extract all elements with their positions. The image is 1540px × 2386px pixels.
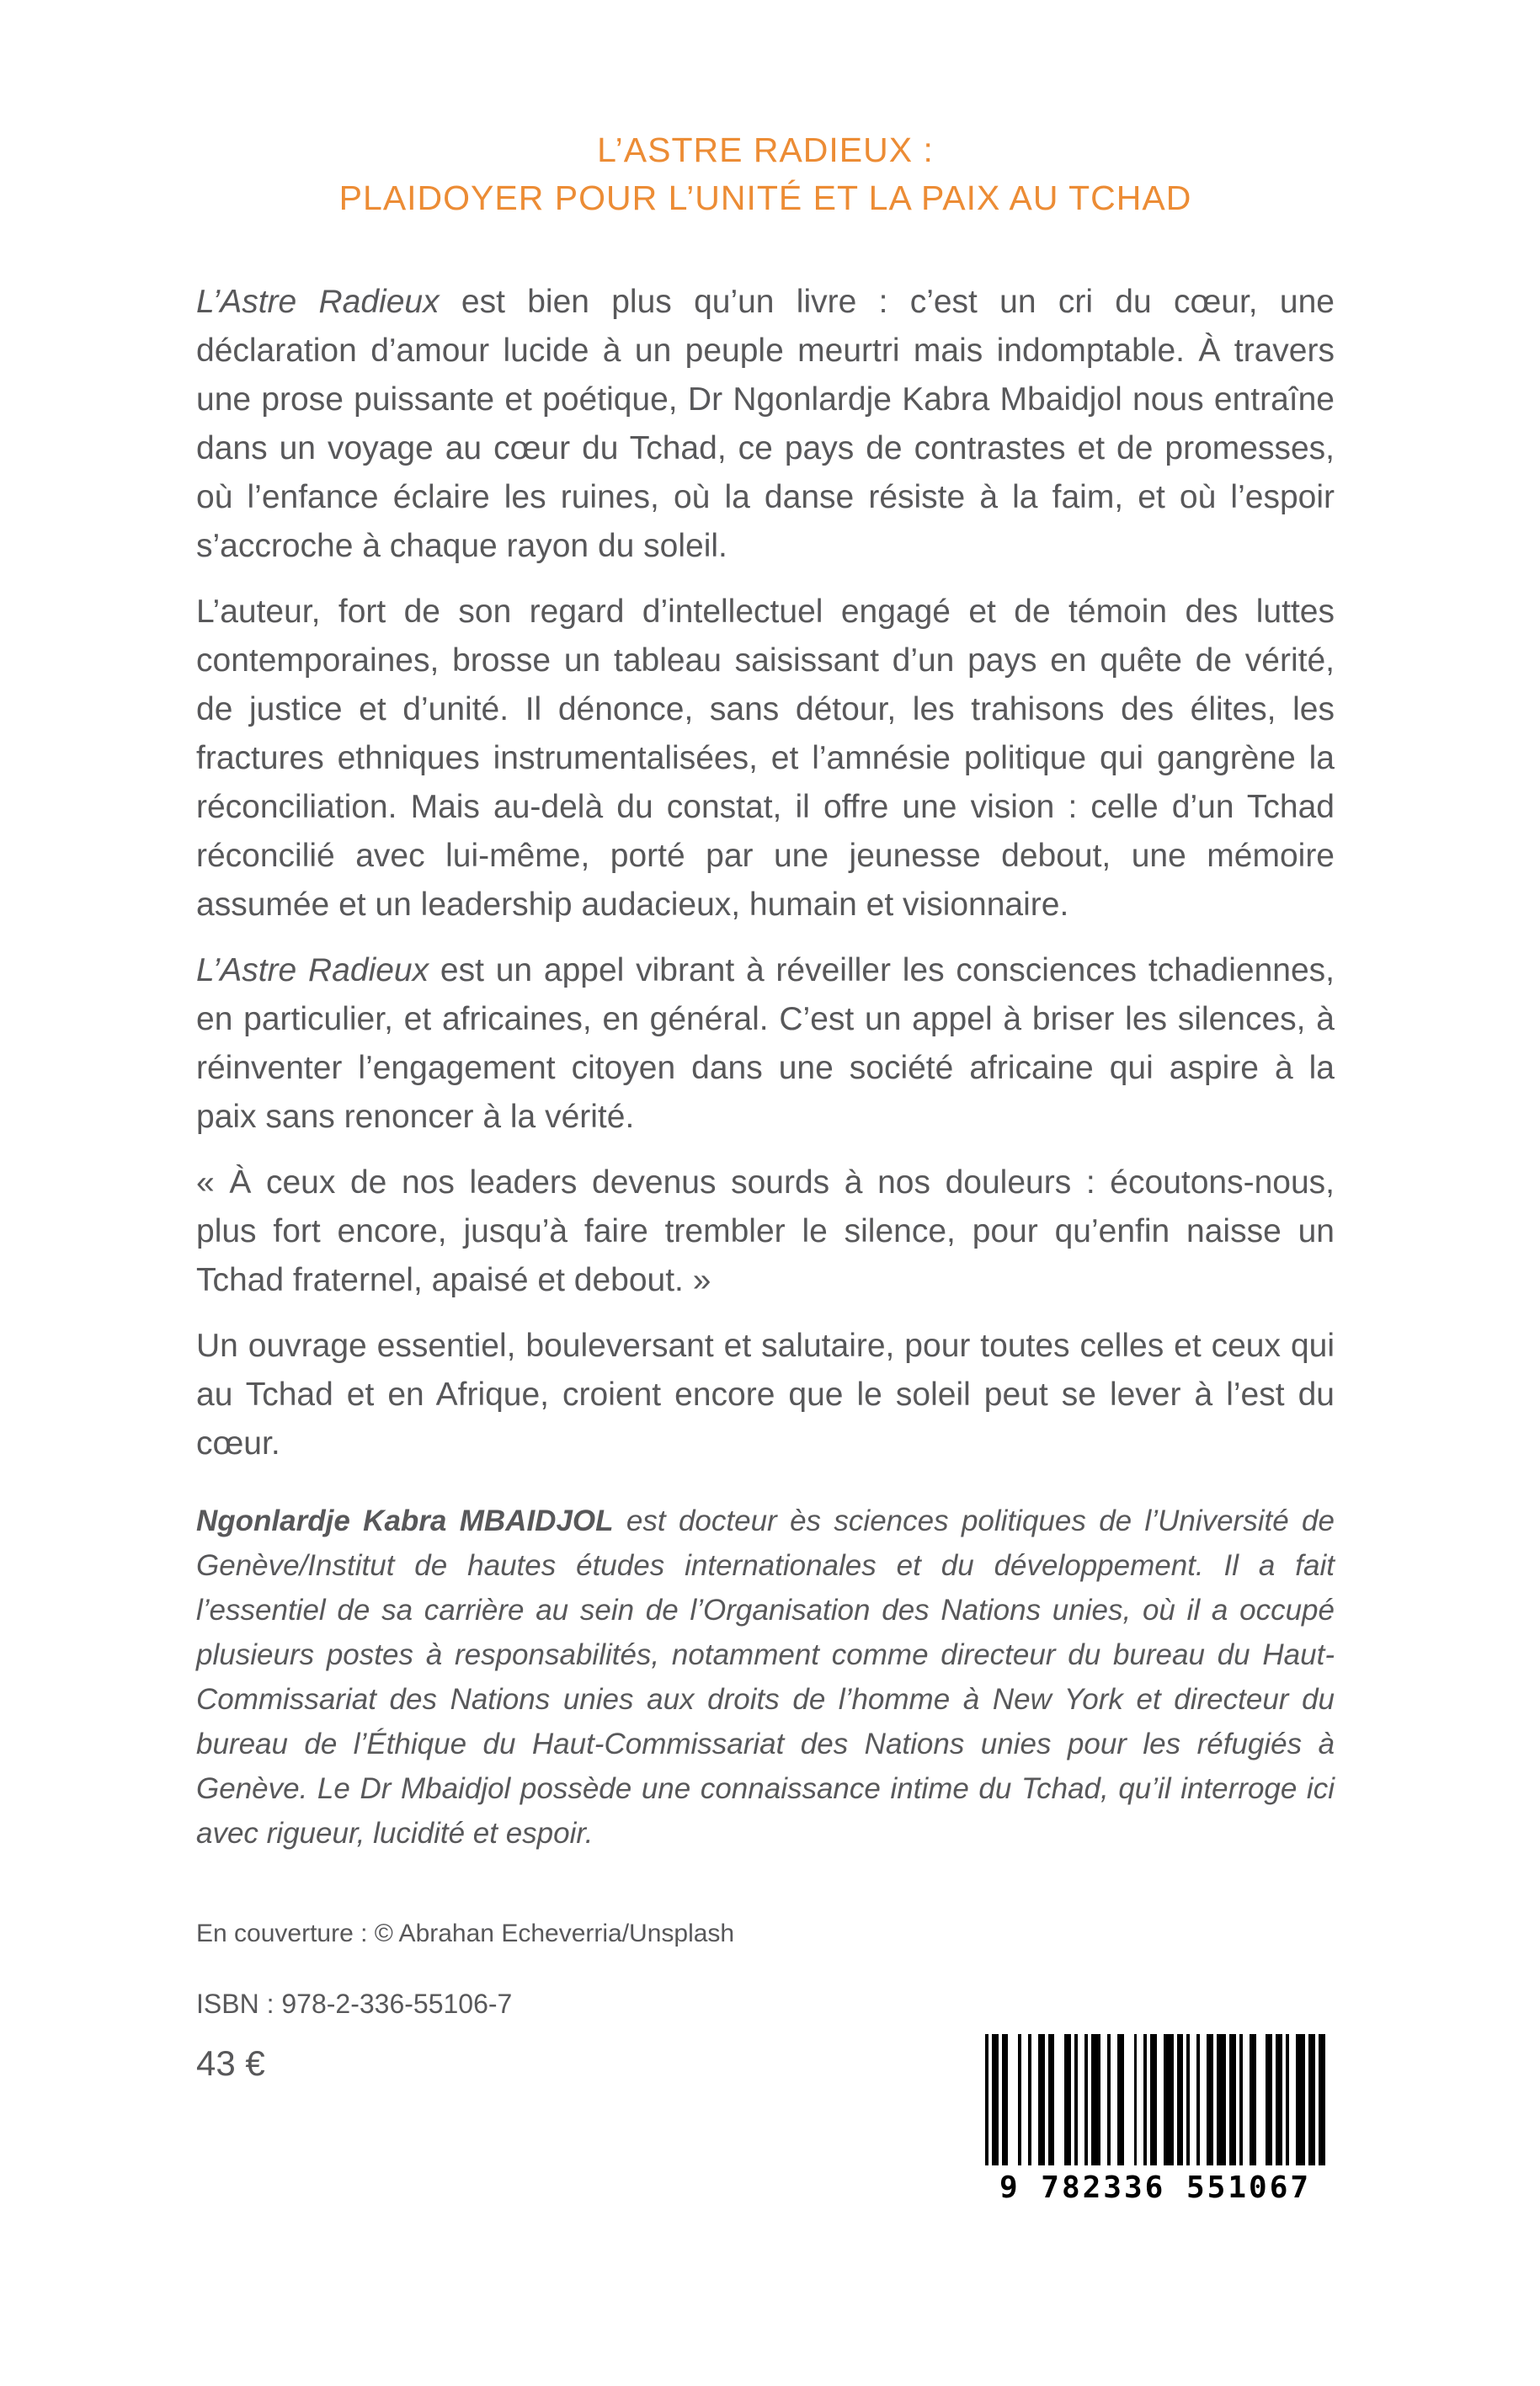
book-title-line-1: L’ASTRE RADIEUX :: [597, 130, 934, 169]
synopsis: [196, 278, 1335, 1468]
synopsis-paragraph-2: [196, 588, 1335, 929]
back-cover-content: [196, 126, 1335, 2084]
paragraph-text: est un appel vibrant à réveiller les consciences tchadiennes, en particulier, et africaines, en général. C’est un appel à briser les silences, à réinventer l’engagement citoyen dans une société africaine qui aspire à la paix sans renoncer à la vérité.: [196, 952, 1335, 1135]
barcode: [985, 2034, 1325, 2204]
isbn: ISBN : 978-2-336-55106-7: [196, 1989, 513, 2019]
price: 43 €: [196, 2043, 265, 2083]
paragraph-text: L’auteur, fort de son regard d’intellectuel engagé et de témoin des luttes contemporaines, brosse un tableau saisissant d’un pays en quête de vérité, de justice et d’unité. Il dénonce, sans détour, les trahisons des élites, les fractures ethniques instrumentalisées, et l’amnésie politique qui gangrène la réconciliation. Mais au-delà du constat, il offre une vision : celle d’un Tchad réconcilié avec lui-même, porté par une jeunesse debout, une mémoire assumée et un leadership audacieux, humain et visionnaire.: [196, 594, 1335, 923]
paragraph-text: est bien plus qu’un livre : c’est un cri du cœur, une déclaration d’amour lucide à un peuple meurtri mais indomptable. À travers une prose puissante et poétique, Dr Ngonlardje Kabra Mbaidjol nous entraîne dans un voyage au cœur du Tchad, ce pays de contrastes et de promesses, où l’enfance éclaire les ruines, où la danse résiste à la faim, et où l’espoir s’accroche à chaque rayon du soleil.: [196, 284, 1335, 564]
synopsis-paragraph-1: [196, 278, 1335, 571]
book-title-italic: L’Astre Radieux: [196, 284, 440, 320]
synopsis-paragraph-5: [196, 1322, 1335, 1468]
synopsis-paragraph-3: [196, 946, 1335, 1142]
author-bio-text: est docteur ès sciences politiques de l’Université de Genève/Institut de hautes études internationales et du développement. Il a fait l’essentiel de sa carrière au sein de l’Organisation des Nations unies, où il a occupé plusieurs postes à responsabilités, notamment comme directeur du bureau du Haut-Commissariat des Nations unies aux droits de l’homme à New York et directeur du bureau de l’Éthique du Haut-Commissariat des Nations unies pour les réfugiés à Genève. Le Dr Mbaidjol possède une connaissance intime du Tchad, qu’il interroge ici avec rigueur, lucidité et espoir.: [196, 1505, 1335, 1850]
cover-credit: En couverture : © Abrahan Echeverria/Unsplash: [196, 1920, 735, 1947]
barcode-bars: [985, 2034, 1325, 2165]
paragraph-text: « À ceux de nos leaders devenus sourds à nos douleurs : écoutons-nous, plus fort encore, jusqu’à faire trembler le silence, pour qu’enfin naisse un Tchad fraternel, apaisé et debout. »: [196, 1164, 1335, 1298]
paragraph-text: Un ouvrage essentiel, bouleversant et salutaire, pour toutes celles et ceux qui au Tchad et en Afrique, croient encore que le soleil peut se lever à l’est du cœur.: [196, 1328, 1335, 1462]
book-title-italic: L’Astre Radieux: [196, 952, 429, 988]
synopsis-paragraph-4: [196, 1158, 1335, 1305]
author-name: Ngonlardje Kabra MBAIDJOL: [196, 1505, 614, 1537]
author-bio: [196, 1499, 1335, 1856]
book-title: [196, 126, 1335, 222]
barcode-digits: 9 782336 551067: [999, 2170, 1312, 2205]
book-title-line-2: PLAIDOYER POUR L’UNITÉ ET LA PAIX AU TCHAD: [338, 178, 1192, 217]
